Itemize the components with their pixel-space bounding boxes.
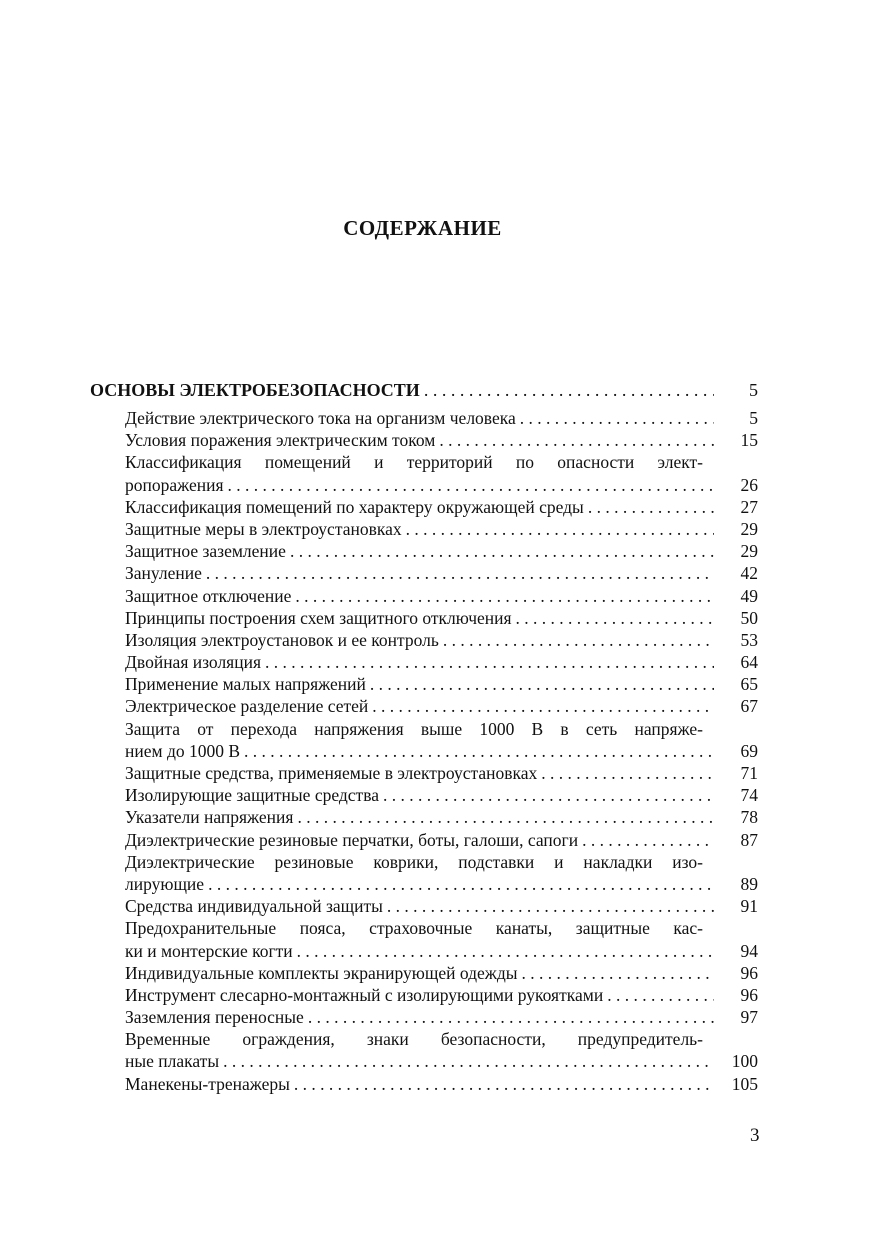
dot-leader [290,1073,714,1095]
toc-entry[interactable] [90,629,758,651]
dot-leader [435,429,714,451]
toc-entry-page: 26 [740,474,758,495]
toc-entry-label: Диэлектрические резиновые коврики, подставки и накладки изо- [125,851,703,872]
toc-entry-page: 96 [740,962,758,983]
dot-leader [366,673,714,695]
toc-entry-label: ные плакаты [125,1051,220,1072]
toc-entry[interactable] [90,940,758,962]
toc-entry-label: Защитное отключение [125,585,292,606]
toc-entry-page: 27 [740,496,758,517]
toc-entry-label: ки и монтерские когти [125,940,293,961]
toc-entry-label: Действие электрического тока на организм человека [125,408,516,428]
toc-entry[interactable] [90,762,758,784]
dot-leader [293,806,714,828]
toc-entry[interactable] [90,496,758,518]
toc-entry[interactable] [90,829,758,851]
toc-entry-label: Временные ограждения, знаки безопасности, предупредитель- [125,1029,703,1050]
toc-entry[interactable] [90,695,758,717]
toc-entry-page: 64 [740,652,758,673]
toc-entry-label: нием до 1000 В [125,740,241,761]
dot-leader [420,377,714,403]
toc-entry-label: Заземления переносные [125,1007,304,1028]
toc-entry[interactable] [90,518,758,540]
toc-entry-page: 65 [740,674,758,695]
toc-entry-label: Условия поражения электрическим током [125,430,436,451]
dot-leader [219,1050,714,1072]
dot-leader [202,562,714,584]
toc-entry[interactable] [90,429,758,451]
toc-entry-page: 50 [740,607,758,628]
toc-entry-label: Указатели напряжения [125,807,294,828]
toc-entry-page: 67 [740,696,758,717]
toc-entry[interactable] [90,451,758,473]
dot-leader [537,762,714,784]
toc-entry[interactable] [90,562,758,584]
toc-entry[interactable] [90,873,758,895]
toc-entry[interactable] [90,607,758,629]
toc-entry-label: Электрическое разделение сетей [125,696,369,717]
toc-entry-page: 89 [740,873,758,894]
toc-entry-label: Применение малых напряжений [125,674,366,695]
toc-entry-label: Защитные средства, применяемые в электроустановках [125,763,538,783]
toc-entry-label: Принципы построения схем защитного отключения [125,607,512,628]
toc-section-label: ОСНОВЫ ЭЛЕКТРОБЕЗОПАСНОСТИ [90,380,420,400]
toc-entry-page: 94 [740,940,758,961]
toc-entry[interactable] [90,1073,758,1095]
dot-leader [293,940,714,962]
dot-leader [291,585,714,607]
toc-entry[interactable] [90,1050,758,1072]
toc-entry-page: 29 [740,541,758,562]
dot-leader [439,629,714,651]
toc-entry[interactable] [90,895,758,917]
table-of-contents [90,377,758,1095]
toc-entry[interactable] [90,407,758,429]
toc-entry[interactable] [90,917,758,939]
toc-entry-label: Двойная изоляция [125,652,262,673]
toc-entry-page: 87 [740,829,758,850]
dot-leader [304,1006,714,1028]
toc-entry-label: Инструмент слесарно-монтажный с изолирующими рукоятками [125,984,604,1005]
toc-entry[interactable] [90,806,758,828]
toc-entry-label: Зануление [125,563,202,584]
toc-entry-page: 91 [740,896,758,917]
toc-entry[interactable] [90,740,758,762]
toc-entry-page: 100 [731,1051,758,1072]
toc-entry[interactable] [90,651,758,673]
toc-entry-label: Средства индивидуальной защиты [125,896,383,917]
dot-leader [603,984,714,1006]
toc-entry-label: Классификация помещений и территорий по опасности элект- [125,452,703,473]
toc-entry-page: 105 [731,1073,758,1094]
toc-entry-label: лирующие [125,873,205,894]
toc-entry-label: Классификация помещений по характеру окружающей среды [125,496,584,517]
dot-leader [516,407,714,429]
toc-entry-label: Защита от перехода напряжения выше 1000 В в сеть напряже- [125,718,703,739]
toc-entry[interactable] [90,474,758,496]
toc-entry-page: 69 [740,740,758,761]
dot-leader [240,740,714,762]
toc-section[interactable] [90,377,758,403]
toc-entry[interactable] [90,1028,758,1050]
toc-section-page: 5 [749,380,758,400]
toc-entry[interactable] [90,540,758,562]
toc-entry[interactable] [90,784,758,806]
toc-entry-page: 29 [740,518,758,539]
dot-leader [286,540,714,562]
toc-entry-page: 78 [740,807,758,828]
dot-leader [578,829,714,851]
toc-entry-label: ропоражения [125,474,224,495]
toc-entry[interactable] [90,1006,758,1028]
toc-entry-label: Защитные меры в электроустановках [125,518,402,539]
toc-entry[interactable] [90,962,758,984]
toc-entry-page: 42 [740,563,758,584]
page-title: СОДЕРЖАНИЕ [343,216,502,240]
toc-entry-label: Защитное заземление [125,541,286,562]
dot-leader [379,784,714,806]
page-number: 3 [750,1125,760,1146]
dot-leader [402,518,714,540]
toc-entry-page: 49 [740,585,758,606]
toc-entry[interactable] [90,984,758,1006]
toc-entry-label: Диэлектрические резиновые перчатки, боты, галоши, сапоги [125,829,579,850]
toc-entry-label: Изоляция электроустановок и ее контроль [125,629,439,650]
toc-entry[interactable] [90,851,758,873]
toc-entry-label: Индивидуальные комплекты экранирующей одежды [125,962,518,983]
toc-entry-label: Предохранительные пояса, страховочные канаты, защитные кас- [125,918,703,939]
dot-leader [368,695,714,717]
dot-leader [584,496,714,518]
toc-entry-page: 97 [740,1007,758,1028]
toc-entry-page: 15 [740,430,758,451]
toc-entry[interactable] [90,718,758,740]
toc-entry-page: 96 [740,984,758,1005]
dot-leader [383,895,714,917]
toc-entry-page: 74 [740,785,758,806]
dot-leader [261,651,714,673]
toc-entry[interactable] [90,585,758,607]
toc-entry-label: Изолирующие защитные средства [125,785,379,806]
toc-entry-page: 53 [740,629,758,650]
toc-entry[interactable] [90,673,758,695]
dot-leader [204,873,714,895]
toc-entry-page: 5 [749,408,758,428]
toc-entry-label: Манекены-тренажеры [125,1073,290,1094]
dot-leader [512,607,714,629]
dot-leader [224,474,714,496]
dot-leader [518,962,714,984]
toc-entry-page: 71 [740,763,758,783]
